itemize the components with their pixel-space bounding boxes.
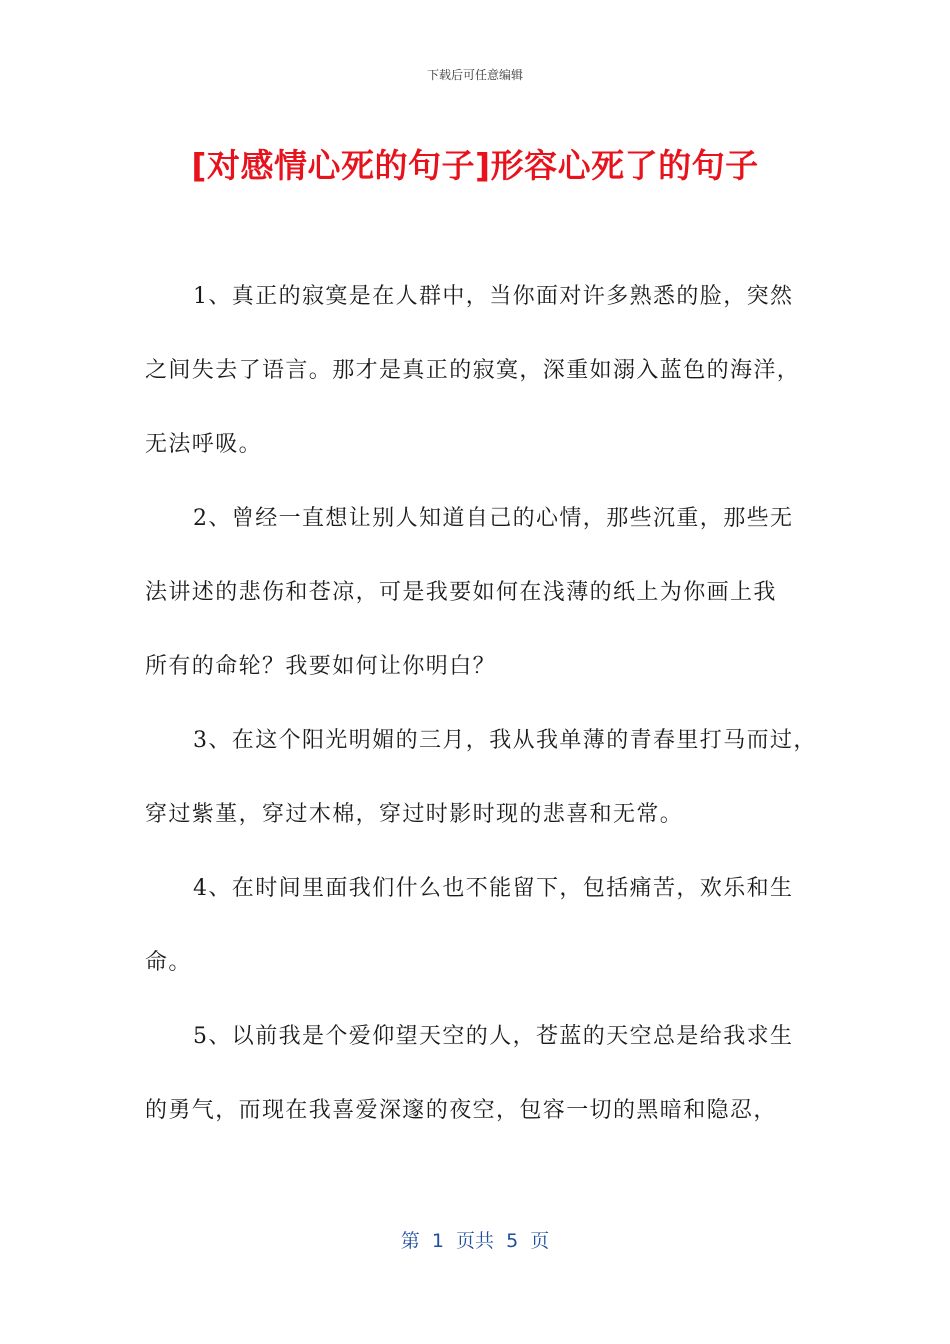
paragraph-4-line-2: 命。	[145, 950, 192, 975]
paragraph-5-line-1: 5、以前我是个爱仰望天空的人，苍蓝的天空总是给我求生	[193, 1024, 794, 1049]
document-body	[145, 275, 817, 1163]
paragraph-4-line-1: 4、在时间里面我们什么也不能留下，包括痛苦，欢乐和生	[193, 876, 794, 901]
paragraph-1-line-2: 之间失去了语言。那才是真正的寂寞，深重如溺入蓝色的海洋，	[145, 358, 801, 383]
paragraph-2-line-1: 2、曾经一直想让别人知道自己的心情，那些沉重，那些无	[193, 506, 794, 531]
paragraph-1-line-3: 无法呼吸。	[145, 432, 263, 457]
paragraph-2-line-3: 所有的命轮？我要如何让你明白？	[145, 654, 497, 679]
paragraph-1-line-1: 1、真正的寂寞是在人群中，当你面对许多熟悉的脸，突然	[193, 284, 794, 309]
document-title: [对感情心死的句子]形容心死了的句子	[191, 146, 759, 185]
paragraph-5-line-2: 的勇气，而现在我喜爱深邃的夜空，包容一切的黑暗和隐忍，	[145, 1098, 777, 1123]
paragraph-3-line-1: 3、在这个阳光明媚的三月，我从我单薄的青春里打马而过，	[193, 728, 817, 753]
page-number-footer: 第 1 页共 5 页	[400, 1230, 550, 1252]
header-note: 下载后可任意编辑	[426, 68, 523, 82]
paragraph-3-line-2: 穿过紫堇，穿过木棉，穿过时影时现的悲喜和无常。	[145, 802, 684, 827]
paragraph-2-line-2: 法讲述的悲伤和苍凉，可是我要如何在浅薄的纸上为你画上我	[145, 580, 777, 605]
